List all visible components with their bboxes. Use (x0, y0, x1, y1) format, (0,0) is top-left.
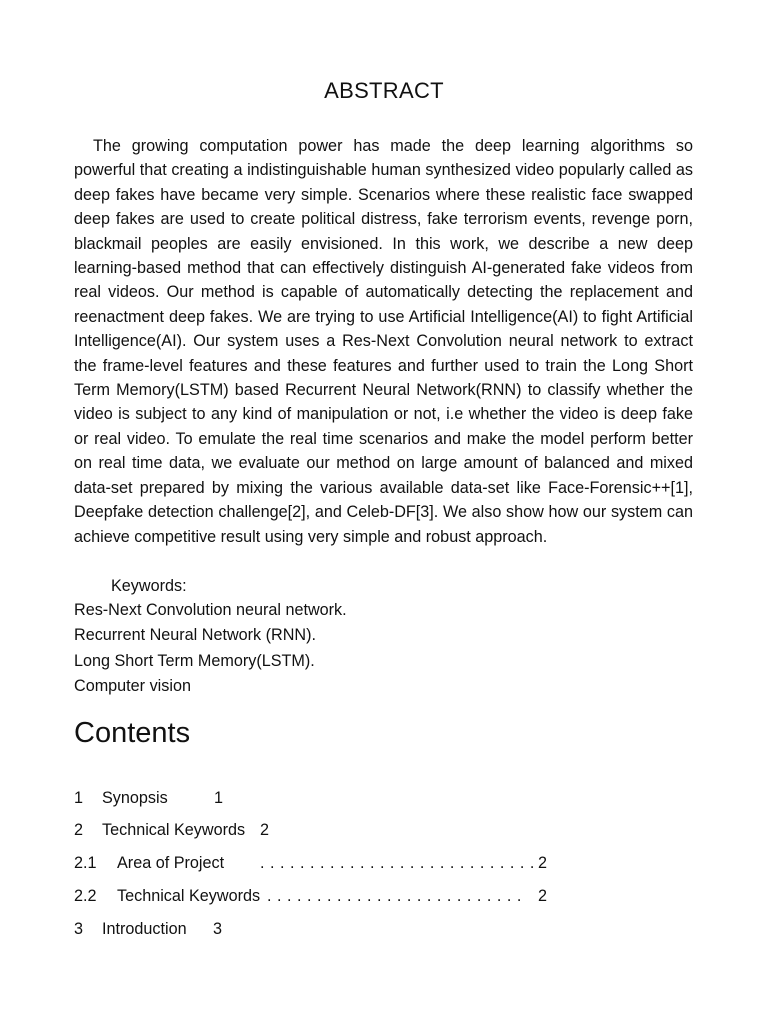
toc-entry-title: Synopsis (102, 789, 168, 807)
keyword-item: Computer vision (74, 676, 191, 695)
toc-entry-number: 3 (74, 920, 84, 938)
keyword-list (74, 598, 347, 699)
toc-entry-number: 2 (74, 821, 84, 839)
toc-entry-page: 2 (260, 821, 270, 839)
toc-entry[interactable] (74, 818, 294, 842)
toc-entry[interactable] (74, 851, 554, 875)
toc-entry-number: 1 (74, 789, 84, 807)
keyword-item: Long Short Term Memory(LSTM). (74, 651, 315, 670)
keyword-item: Res-Next Convolution neural network. (74, 601, 347, 619)
toc-entry-title: Technical Keywords (102, 821, 246, 839)
toc-entry[interactable] (74, 917, 274, 941)
toc-entry-title: Technical Keywords (117, 887, 261, 905)
contents-title: Contents (74, 717, 191, 749)
keywords-heading: Keywords: (111, 577, 187, 595)
toc-entry-number: 2.1 (74, 854, 97, 872)
abstract-title: ABSTRACT (324, 78, 444, 103)
toc-entry[interactable] (74, 884, 554, 908)
toc-entry-leader: . . . . . . . . . . . . . . . . . . . . . . . . . . (267, 887, 522, 905)
toc-entry-number: 2.2 (74, 887, 97, 905)
keyword-item: Recurrent Neural Network (RNN). (74, 626, 316, 645)
toc-entry-title: Introduction (102, 920, 187, 938)
toc-entry-page: 2 (538, 854, 548, 872)
toc-entry-leader: . . . . . . . . . . . . . . . . . . . . . . . . . . . . (260, 854, 535, 872)
toc-entry-page: 1 (214, 789, 224, 807)
toc-entry-page: 2 (538, 887, 548, 905)
toc-entry[interactable] (74, 786, 274, 810)
toc-entry-title: Area of Project (117, 854, 225, 872)
abstract-body: The growing computation power has made the deep learning algorithms so powerful that creating a indistinguishable human synthesized video popularly called as deep fakes have became very simple. Scenarios where these realistic face swapped deep fakes are used to create political distress, fake terrorism events, revenge porn, blackmail peoples are easily envisioned. In this work, we describe a new deep learning-based method that can effectively distinguish AI-generated fake videos from real videos. Our method is capable of automatically detecting the replacement and reenactment deep fakes. We are trying to use Artificial Intelligence(AI) to fight Artificial Intelligence(AI). Our system uses a Res-Next Convolution neural network to extract the frame-level features and these features and further used to train the Long Short Term Memory(LSTM) based Recurrent Neural Network(RNN) to classify whether the video is subject to any kind of manipulation or not, i.e whether the video is deep fake or real video. To emulate the real time scenarios and make the model perform better on real time data, we evaluate our method on large amount of balanced and mixed data-set prepared by mixing the various available data-set like Face-Forensic++[1], Deepfake detection challenge[2], and Celeb-DF[3]. We also show how our system can achieve competitive result using very simple and robust approach. (74, 137, 693, 546)
toc-entry-page: 3 (213, 920, 223, 938)
